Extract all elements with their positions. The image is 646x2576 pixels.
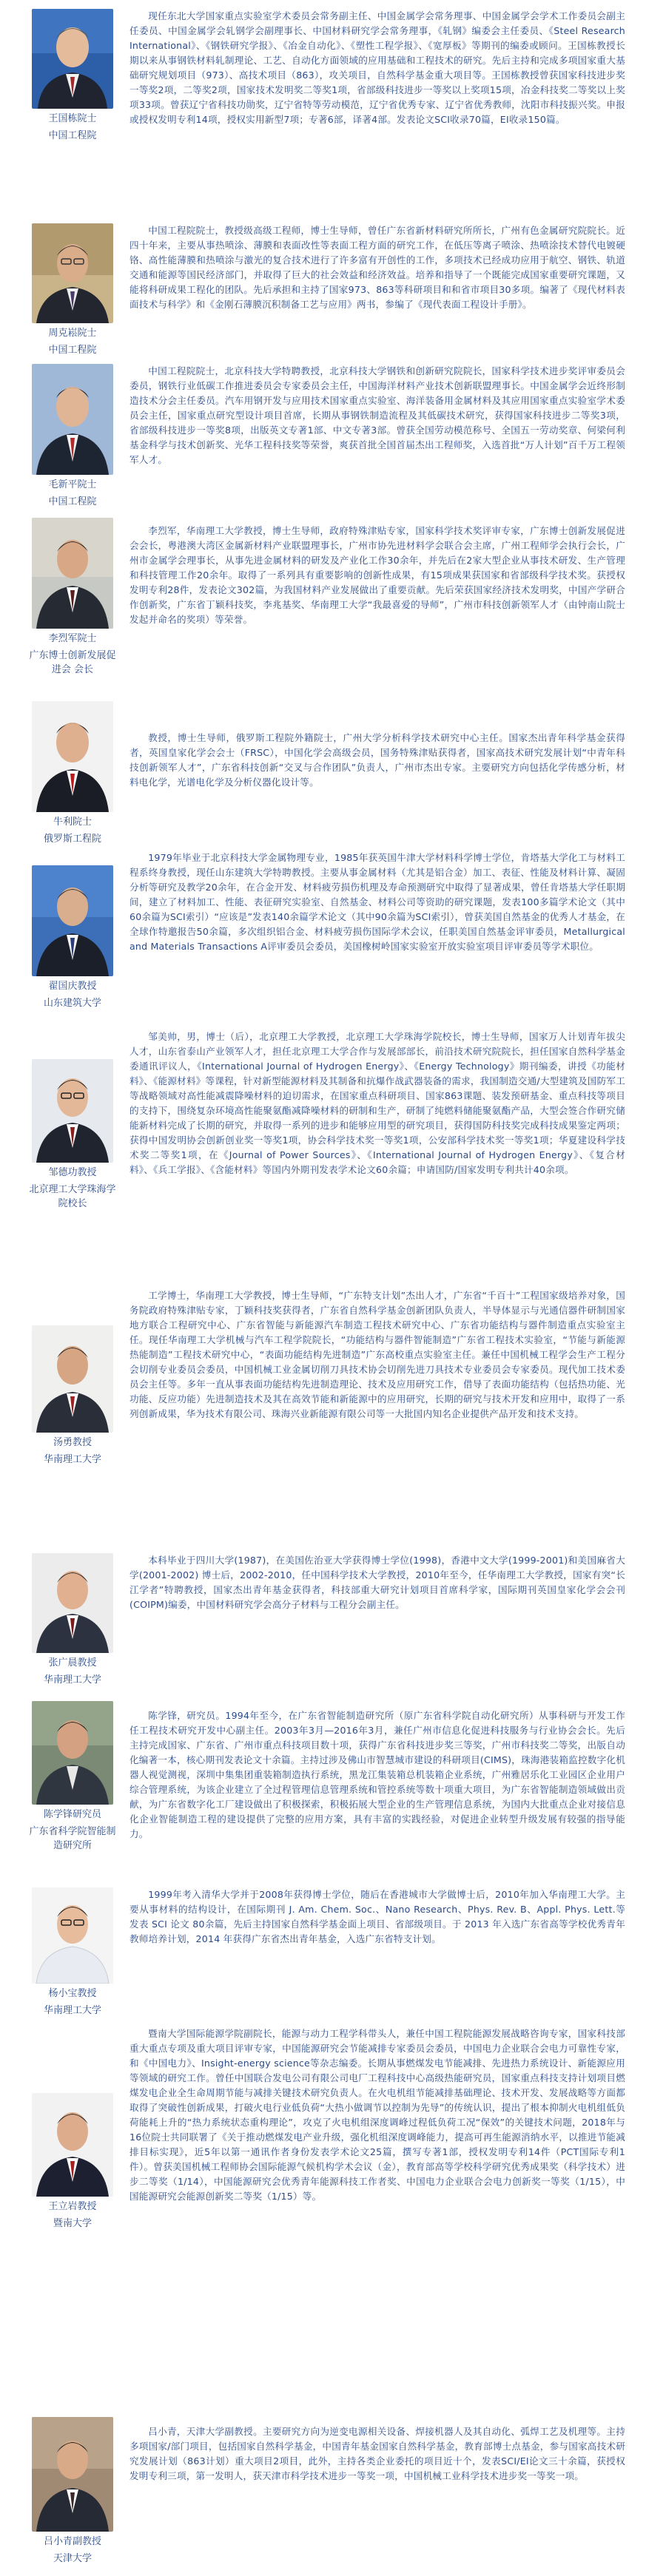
expert-portrait-zou-dezhi	[32, 1059, 113, 1163]
expert-bio	[129, 364, 625, 467]
expert-bio	[129, 1553, 625, 1612]
expert-affiliation: 广东博士创新发展促进会 会长	[29, 650, 116, 675]
expert-portrait-niu-jiang	[32, 701, 113, 812]
expert-name: 毛新平院士	[48, 479, 97, 490]
expert-affiliation: 中国工程院	[48, 496, 97, 507]
expert-bio	[129, 223, 625, 312]
expert-affiliation: 华南理工大学	[43, 1454, 101, 1465]
expert-photo-column	[28, 1887, 117, 2018]
expert-bio	[129, 731, 625, 790]
portrait-image	[32, 2093, 113, 2197]
expert-portrait-zhang-guangchen	[32, 1553, 113, 1653]
expert-bio	[129, 2424, 625, 2484]
portrait-image	[32, 1553, 113, 1653]
expert-bio	[129, 1288, 625, 1421]
expert-name: 翟国庆教授	[48, 981, 97, 992]
expert-name: 王国栋院士	[48, 113, 97, 124]
portrait-image	[32, 1701, 113, 1805]
expert-bio-text: 吕小青，天津大学副教授。主要研究方向为逆变电源相关设备、焊接机器人及其自动化、弧焊工艺及机理等。主持多项国家/部门项目，包括国家自然科学基金，中国青年基金国家自然科学基金，教育部博士点基金，参与国家高技术研究发展计划（863计划）重大项目2项目，此外，主持各类企业委托的项目近十个，发表SCI/EI论文三十余篇，获授权发明专利三项，第一发明人，获天津市科学技术进步一等奖一项，中国机械工业科学技术进步奖一等奖一项。	[129, 2426, 625, 2481]
expert-portrait-wang-guodong	[32, 9, 113, 109]
expert-photo-column	[28, 701, 117, 846]
expert-bio	[129, 1708, 625, 1842]
expert-photo-column	[28, 9, 117, 143]
expert-portrait-wang-liangang	[32, 2093, 113, 2197]
portrait-image	[32, 1059, 113, 1163]
expert-name: 李烈军院士	[48, 633, 97, 644]
portrait-image	[32, 9, 113, 109]
expert-name: 陈学锋研究员	[43, 1809, 101, 1820]
expert-bio	[129, 1887, 625, 1947]
expert-portrait-chen-xuefeng	[32, 1701, 113, 1805]
expert-affiliation: 华南理工大学	[43, 1674, 101, 1686]
expert-bio-text: 工学博士，华南理工大学教授，博士生导师，“广东特支计划”杰出人才，广东省“千百十”工程国家级培养对象，国务院政府特殊津贴专家，丁颖科技奖获得者，广东省自然科学基金创新团队负责人，半导体显示与光通信器件研制国家地方联合工程研究中心、广东省智能与新能源汽车制造工程技术研究中心、广东省功能结构与器件制造重点实验室主任。现任华南理工大学机械与汽车工程学院院长，“功能结构与器件智能制造”广东省工程技术实验室，“节能与新能源热能制造”工程技术研究中心，“表面功能结构先进制造”广东高校重点实验室主任。兼任中国机械工程学会生产工程分会切削专业委员会委员，中国机械工业金属切削刀具技术协会切削先进刀具技术专业委员会专家委员。现代加工技术委员会主任等。多年一直从事表面功能结构先进制造理论、技术及应用研究工作，借导了表面功能结构（包括热功能、光功能、反应功能）先进制造技术及其在高效节能和新能源中的应用研究，长期的研究与技术开发和应用中，取得了一系列创新成果，华为技术有限公司、珠海兴业新能源有限公司等一大批国内知名企业提供产品开发和技术支持。	[129, 1290, 625, 1419]
expert-photo-column	[28, 865, 117, 1010]
expert-bio-text: 中国工程院院士，教授级高级工程师，博士生导师，曾任广东省新材料研究所所长，广州有色金属研究院院长。近四十年来，主要从事热喷涂、薄膜和表面改性等表面工程方面的研究工作，在低压等离子喷涂、热喷涂技术替代电镀硬铬、高性能薄膜和热喷涂与激光的复合技术进行了许多富有开创性的工作，多项技术已经成功应用于航空、钢铁、轨道交通和能源等国民经济部门，并取得了巨大的社会效益和经济效益。培养和指导了一个既能完成国家重要研究课题，又能将科研成果工程化的团队。先后承担和主持了国家973、863等科研项目和和省市项目30多项。编著了《现代材料表面技术与科学》和《金刚石薄膜沉积制备工艺与应用》两书，参编了《现代表面工程设计手册》。	[129, 225, 625, 310]
expert-bio	[129, 2026, 625, 2204]
expert-affiliation: 山东建筑大学	[43, 998, 101, 1009]
expert-affiliation: 中国工程院	[48, 130, 97, 141]
expert-photo-column	[28, 1553, 117, 1687]
expert-bio-text: 1999年考入清华大学并于2008年获得博士学位，随后在香港城市大学做博士后，2010年加入华南理工大学。主要从事材料的结构设计，在国际期刊 J. Am. Chem. Soc.、Nano Research、Phys. Rev. B、Appl. Phys. Lett.等发表 SCI 论文 80余篇，先后主持国家自然科学基金面上项目、省部级项目。于 2013 年入选广东省高等学校优秀青年教师培养计划，2014 年获得广东省杰出青年基金，入选广东省特支计划。	[129, 1889, 625, 1944]
expert-photo-column	[28, 223, 117, 357]
expert-name: 周克崧院士	[48, 328, 97, 339]
expert-bio	[129, 1030, 625, 1177]
expert-affiliation: 广东省科学院智能制造研究所	[29, 1826, 116, 1851]
expert-bio	[129, 851, 625, 954]
expert-name: 杨小宝教授	[48, 1988, 97, 1999]
portrait-image	[32, 865, 113, 976]
expert-portrait-tang-yong	[32, 1325, 113, 1433]
expert-name: 张广晨教授	[48, 1657, 97, 1669]
expert-bio-text: 暨南大学国际能源学院副院长，能源与动力工程学科带头人，兼任中国工程院能源发展战略咨询专家，国家科技部重大重点专项及重大项目评审专家，中国能源研究会节能减排专家委员会委员，中国电力企业联合会电力可靠性专家，和《中国电力》、Insight-energy science等杂志编委。长期从事燃煤发电节能减排、先进热力系统设计、新能源应用等领域的研究工作。曾任中国联合发电公司有限公司电厂工程科技中心高级热能研究员，国家重点科技支持计划项目燃煤发电企业全生命周期节能与减排关键技术研究负责人。在火电机组节能减排基础理论、技术开发、发展战略等方面都取得了突破性创新成果，打破火电行业低负荷“大热小做调节以控制为先导”的传统认识，提出了根本抑制火电机组低负荷能耗上升的“热力系统状态重构理论”，攻克了火电机组深度调峰过程低负荷工况“保效”的关键技术问题，2018年与16位院士共同联署了《关于推动燃煤发电产业升级，强化机组深度调峰能力，提高可再生能源消纳水平，以推进节能减排目标实现》，近5年以第一通讯作者身份发表学术论文25篇，撰写专著1部，授权发明专利14件（PCT国际专利1件）。曾获美国机械工程师协会国际能源气候机构学术会议（金），教育部高等学校科学研究优秀成果奖（科学技术）进步二等奖（1/14），中国能源研究会优秀青年能源科技工作者奖、中国电力企业联合会电力创新奖一等奖（1/15），中国能源研究会能源创新奖二等奖（1/15）等。	[129, 2028, 625, 2202]
portrait-image	[32, 1325, 113, 1433]
portrait-image	[32, 364, 113, 475]
expert-name: 邹德功教授	[48, 1167, 97, 1178]
expert-name: 牛利院士	[53, 817, 92, 828]
expert-bio-text: 邹美帅，男，博士（后），北京理工大学教授，北京理工大学珠海学院校长，博士生导师，国家万人计划青年拔尖人才，山东省泰山产业领军人才，担任北京理工大学合作与发展部部长，前沿技术研究院院长，担任国家自然科学基金委通讯评议人，《International Journal of Hydrogen Energy》、《Energy Technology》期刊编委，讲授《功能材料》、《能源材料》等课程，针对新型能源材料及其制备和抗爆作战武器装备的需求，我国制造交通/大型建筑及国防军工等战略领域对高性能减震降噪材料的迫切需求，在国家重点科研项目、国家863课题、装发预研基金、重点科技等项目的支持下，围绕复杂环境高性能聚氨酯减降噪材料的研制和生产，研制了纯燃料储能聚氨酯产品，大型会签合作研究储能新材料完成了长期的研究，并取得一系列的进步和能够应用型的研究项目，获得国防科技奖完成科技成果鉴定两项；获得中国发明协会创新创业奖一等奖1项，协会科学技术奖一等奖1项，公安部科学技术奖一等奖1项；华夏建设科学技术奖二等奖1项，在《Journal of Power Sources》、《International Journal of Hydrogen Energy》、《复合材料》、《兵工学报》、《含能材料》等国内外期刊发表学术论文60余篇；申请国防/国家发明专利共计40余项。	[129, 1031, 625, 1175]
expert-bio	[129, 524, 625, 627]
expert-photo-column	[28, 1059, 117, 1211]
expert-photo-column	[28, 2093, 117, 2231]
expert-portrait-mao-xinping	[32, 364, 113, 475]
expert-bio-text: 教授，博士生导师，俄罗斯工程院外籍院士，广州大学分析科学技术研究中心主任。国家杰出青年科学基金获得者，英国皇家化学会会士（FRSC），中国化学会高级会员，国务特殊津贴获得者，国家高技术研究发展计划“中青年科技创新领军人才”，广东省科技创新“交叉与合作团队”负责人，广州市杰出专家。主要研究方向包括化学传感分析，材料电化学，光谱电化学及分析仪器化设计等。	[129, 732, 625, 788]
expert-bio-text: 李烈军，华南理工大学教授，博士生导师，政府特殊津贴专家，国家科学技术奖评审专家，广东博士创新发展促进会会长，粤港澳大湾区金属新材料产业联盟理事长，广州市协先进材料学会联合会主席，广州工程师学会执行会长，广州市金属学会理事长，从事先进金属材料的研发及产业化工作30余年，并先后在2家大型企业从事技术研发、生产管理和科技管理工作20余年。取得了一系列具有重要影响的创新性成果，有15项成果获国家和省部级科学技术奖。获授权发明专利28件，发表论文302篇，为我国材料产业发展做出了重要贡献。先后荣获国家经济技术发明奖，中国产学研合作创新奖，广东省丁颖科技奖，李兆基奖、华南理工大学“我最喜爱的导师”，广州市科技创新领军人才（由钟南山院士发起并命名的奖项）等荣誉。	[129, 525, 625, 625]
expert-photo-column	[28, 2417, 117, 2566]
expert-portrait-lv-xiaoqing	[32, 2417, 113, 2532]
portrait-image	[32, 2417, 113, 2532]
expert-name: 王立岩教授	[48, 2201, 97, 2212]
expert-bio-text: 中国工程院院士，北京科技大学特聘教授，北京科技大学钢铁和创新研究院院长，国家科学技术进步奖评审委员会委员，钢铁行业低碳工作推进委员会专家委员会主任，中国海洋材料产业技术创新联盟理事长。中国金属学会近终形制造技术分会主任委员。汽车用钢开发与应用技术国家重点实验室、海洋装备用金属材料及其应用国家重点实验室学术委员会主任，国家重点研究型设计项目首席，长期从事钢铁制造流程及其低碳技术研究，获得国家科技进步二等奖3项，省部级科技进步一等奖8项，出版英文专著1部、中文专著3部。曾获全国劳动模范称号、全国五一劳动奖章、何梁何利基金科学与技术创新奖、光华工程科技奖等荣誉，爽获首批全国首届杰出工程师奖，入选首批“万人计划”百千万工程领军人才。	[129, 365, 625, 465]
expert-affiliation: 暨南大学	[53, 2218, 92, 2229]
portrait-image	[32, 701, 113, 812]
expert-name: 汤勇教授	[53, 1437, 92, 1448]
expert-portrait-zhou-kechong	[32, 223, 113, 323]
expert-bio	[129, 9, 625, 127]
expert-name: 吕小青副教授	[43, 2536, 101, 2547]
expert-bio-text: 陈学锋，研究员。1994年至今，在广东省智能制造研究所（原广东省科学院自动化研究所）从事科研与开发工作任工程技术研究开发中心副主任。2003年3月—2016年3月，兼任广州市信息化促进科技服务与行业协会会长。先后主持完成国家、广东省、广州市重点科技项目数十项，获得广东省科技进步奖三等奖，广州市科技奖二等奖，出版自动化编著一本，核心期刊发表论文十余篇。主持过涉及佛山市智慧城市建设的科研项目(CIMS)，珠海港装箱监控数字化机器人视觉测视，深圳中集集团重装箱制造执行系统，黑龙江集装箱总机装箱企业系统，广州雅居乐化工业园区企业用户综合管理系统，为该企业建立了全过程管理信息管理系统和管控系统等数十项重大项目，为广东省智能制造领域做出贡献，为广东省数字化工厂建设做出了积极探索，积极拓展大型企业的生产管理信息系统，为国内大批重点企业对接信息化企业智能制造工程的建设提供了完整的应用方案，具有丰富的实践经验，对促进企业转型升级发展有较强的指导能力。	[129, 1710, 625, 1839]
expert-bio-text: 本科毕业于四川大学(1987)，在美国佐治亚大学获得博士学位(1998)，香港中文大学(1999-2001)和美国麻省大学(2001-2002) 博士后，2002-2010，任中国科学技术大学教授，2010年至今，任华南理工大学教授，国家有突“长江学者”特聘教授，国家杰出青年基金获得者，科技部重大研究计划项目首席科学家，国际期刊英国皇家化学会会刊(COIPM)编委，中国材料研究学会高分子材料与工程分会副主任。	[129, 1555, 625, 1610]
expert-affiliation: 中国工程院	[48, 345, 97, 356]
portrait-image	[32, 1887, 113, 1984]
expert-portrait-li-xiaoping	[32, 518, 113, 629]
expert-photo-column	[28, 518, 117, 677]
expert-photo-column	[28, 364, 117, 509]
expert-affiliation: 俄罗斯工程院	[43, 834, 101, 845]
expert-affiliation: 华南理工大学	[43, 2005, 101, 2016]
expert-affiliation: 天津大学	[53, 2553, 92, 2564]
portrait-image	[32, 223, 113, 323]
expert-photo-column	[28, 1325, 117, 1467]
expert-photo-column	[28, 1701, 117, 1853]
expert-affiliation: 北京理工大学珠海学院校长	[29, 1184, 116, 1209]
expert-bio-text: 现任东北大学国家重点实验室学术委员会常务副主任、中国金属学会常务理事、中国金属学会学术工作委员会副主任委员、中国金属学会轧钢学会副理事长、中国材料研究学会常务理事，《轧钢》编委会主任委员、《Steel Research International》、《钢铁研究学报》、《冶金自动化》、《塑性工程学报》、《宽厚板》等期刊的编委或顾问。王国栋教授长期以来从事钢铁材料轧制理论、工艺、自动化方面领域的应用基础和工程技术的研究。先后主持和完成多项国家重大基础研究规划项目（973）、高技术项目（863），攻关项目，自然科学基金重大项目等。王国栋教授曾获国家科技进步奖一等奖2项，二等奖2项，国家技术发明奖二等奖1项，省部级科技进步一等奖以上奖项15项，冶金科技奖二等奖以上奖项33项。曾获辽宁省科技功勋奖，辽宁省特等劳动模范，辽宁省优秀专家、辽宁省优秀教师，沈阳市科技振兴奖。申报或授权发明专利14项，授权实用新型7项；专著6部，译著4部。发表论文SCI收录70篇，EI收录150篇。	[129, 10, 625, 125]
portrait-image	[32, 518, 113, 629]
expert-portrait-yang-xiaojian	[32, 1887, 113, 1984]
expert-portrait-wang-huaibin	[32, 865, 113, 976]
expert-bio-text: 1979年毕业于北京科技大学金属物理专业，1985年获英国牛津大学材料科学博士学位，肯塔基大学化工与材料工程系终身教授，现任山东建筑大学特聘教授。主要从事金属材料（尤其是铝合金）加工、表征、性能及材料计算、凝固分析等研究及教学20余年，在合金开发、材料疲劳损伤机理及寿命预测研究中取得了显著成果，曾任肯塔基大学任职期间，建立了材料加工、性能、表征研究实验室、自然基金、材料公司等资助的研究课题，发表100多篇学术论文（其中60余篇为SCI索引）“应该是”发表140余篇学术论文（其中90余篇为SCI索引），曾获美国自然基金的优秀人才基金，在全球作特邀报告50余篇，多次组织铝合金、材料疲劳损伤国际学术会议，任职美国自然基金评审委员，Metallurgical and Materials Transactions A评审委员会委员，美国橡树岭国家实验室开放实验室项目评审委员等学术职位。	[129, 852, 625, 952]
